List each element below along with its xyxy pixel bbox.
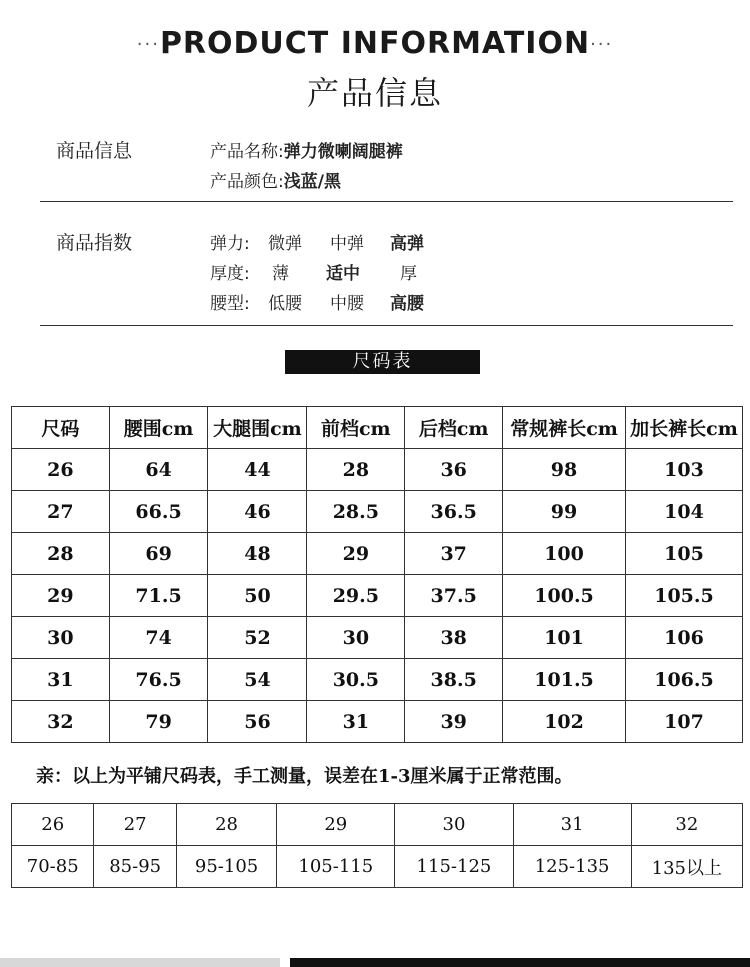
index-option: 薄 [272,264,289,284]
size-chart-banner: 尺码表 [285,350,480,374]
bottom-banner-edge [0,958,750,967]
table-cell: 52 [208,617,307,659]
table-header-cell: 腰围cm [109,407,208,449]
table-cell: 50 [208,575,307,617]
table-cell: 106.5 [625,659,742,701]
index-option: 低腰 [268,294,302,314]
table-cell: 46 [208,491,307,533]
table-cell: 105 [625,533,742,575]
weight-size-cell: 31 [513,804,631,846]
table-cell: 27 [12,491,110,533]
table-cell: 39 [405,701,503,743]
table-cell: 100.5 [503,575,626,617]
product-name-value: 弹力微喇阔腿裤 [283,142,403,162]
table-cell: 101 [503,617,626,659]
table-header-cell: 大腿围cm [208,407,307,449]
table-cell: 36.5 [405,491,503,533]
decor-dots-right: ··· [590,34,614,55]
table-cell: 48 [208,533,307,575]
index-option: 厚 [400,264,417,284]
table-cell: 38.5 [405,659,503,701]
table-cell: 38 [405,617,503,659]
weight-size-cell: 27 [94,804,176,846]
product-color-key: 产品颜色: [210,172,284,192]
table-header-cell: 常规裤长cm [503,407,626,449]
weight-size-cell: 32 [631,804,742,846]
weight-range-cell: 95-105 [176,846,276,888]
section-label-index: 商品指数 [56,232,133,254]
product-color-line [210,167,341,192]
divider-top [40,201,733,202]
table-cell: 107 [625,701,742,743]
weight-range-cell: 135以上 [631,846,742,888]
table-header-cell: 后档cm [405,407,503,449]
weight-range-cell: 125-135 [513,846,631,888]
table-cell: 64 [109,449,208,491]
table-header-row [12,407,743,449]
table-cell: 76.5 [109,659,208,701]
table-cell: 29 [12,575,110,617]
index-key: 厚度: [210,264,250,284]
index-option: 微弹 [268,234,302,254]
table-cell: 69 [109,533,208,575]
table-cell: 102 [503,701,626,743]
weight-range-cell: 115-125 [395,846,513,888]
product-name-line [210,137,403,162]
page-title-en [0,26,750,61]
size-table [11,406,743,743]
table-cell: 29 [307,533,405,575]
table-cell: 104 [625,491,742,533]
weight-size-cell: 28 [176,804,276,846]
table-cell: 29.5 [307,575,405,617]
table-cell: 105.5 [625,575,742,617]
table-cell: 100 [503,533,626,575]
index-key: 腰型: [210,294,250,314]
decor-dots-left: ··· [136,34,160,55]
table-cell: 32 [12,701,110,743]
table-row [12,491,743,533]
table-cell: 98 [503,449,626,491]
table-cell: 37.5 [405,575,503,617]
weight-size-cell: 30 [395,804,513,846]
table-row [12,449,743,491]
weight-range-cell: 85-95 [94,846,176,888]
weight-size-row [12,804,743,846]
table-cell: 66.5 [109,491,208,533]
table-cell: 28 [12,533,110,575]
divider-bottom [40,325,733,326]
bottom-banner-right [290,958,750,967]
table-cell: 31 [12,659,110,701]
page-title-cn: 产品信息 [306,74,443,112]
weight-table [11,803,743,888]
product-color-value: 浅蓝/黑 [283,172,341,192]
table-cell: 30 [307,617,405,659]
index-key: 弹力: [210,234,250,254]
section-label-info: 商品信息 [56,140,133,162]
table-cell: 103 [625,449,742,491]
weight-size-cell: 26 [12,804,94,846]
bottom-banner-left [0,958,280,967]
table-cell: 37 [405,533,503,575]
table-cell: 101.5 [503,659,626,701]
table-cell: 71.5 [109,575,208,617]
weight-range-cell: 105-115 [277,846,395,888]
product-name-key: 产品名称: [210,142,284,162]
index-option-selected: 高腰 [390,294,424,314]
table-cell: 28.5 [307,491,405,533]
table-cell: 28 [307,449,405,491]
table-row [12,533,743,575]
index-option-selected: 适中 [326,264,360,284]
table-cell: 30.5 [307,659,405,701]
table-header-cell: 加长裤长cm [625,407,742,449]
table-cell: 56 [208,701,307,743]
table-cell: 79 [109,701,208,743]
measurement-note: 亲：以上为平铺尺码表，手工测量，误差在1-3厘米属于正常范围。 [36,766,573,787]
index-row-thickness [210,259,470,283]
weight-range-cell: 70-85 [12,846,94,888]
index-row-elasticity [210,229,470,253]
index-option-selected: 高弹 [390,234,424,254]
table-cell: 36 [405,449,503,491]
table-cell: 26 [12,449,110,491]
weight-size-cell: 29 [277,804,395,846]
table-cell: 30 [12,617,110,659]
index-option: 中腰 [330,294,364,314]
table-cell: 44 [208,449,307,491]
table-row [12,575,743,617]
table-row [12,617,743,659]
table-cell: 31 [307,701,405,743]
table-row [12,659,743,701]
table-header-cell: 前档cm [307,407,405,449]
table-header-cell: 尺码 [12,407,110,449]
table-row [12,701,743,743]
table-cell: 106 [625,617,742,659]
weight-range-row [12,846,743,888]
index-row-waist [210,289,470,313]
title-en-text: PRODUCT INFORMATION [159,26,591,61]
table-cell: 74 [109,617,208,659]
table-cell: 99 [503,491,626,533]
table-cell: 54 [208,659,307,701]
index-option: 中弹 [330,234,364,254]
